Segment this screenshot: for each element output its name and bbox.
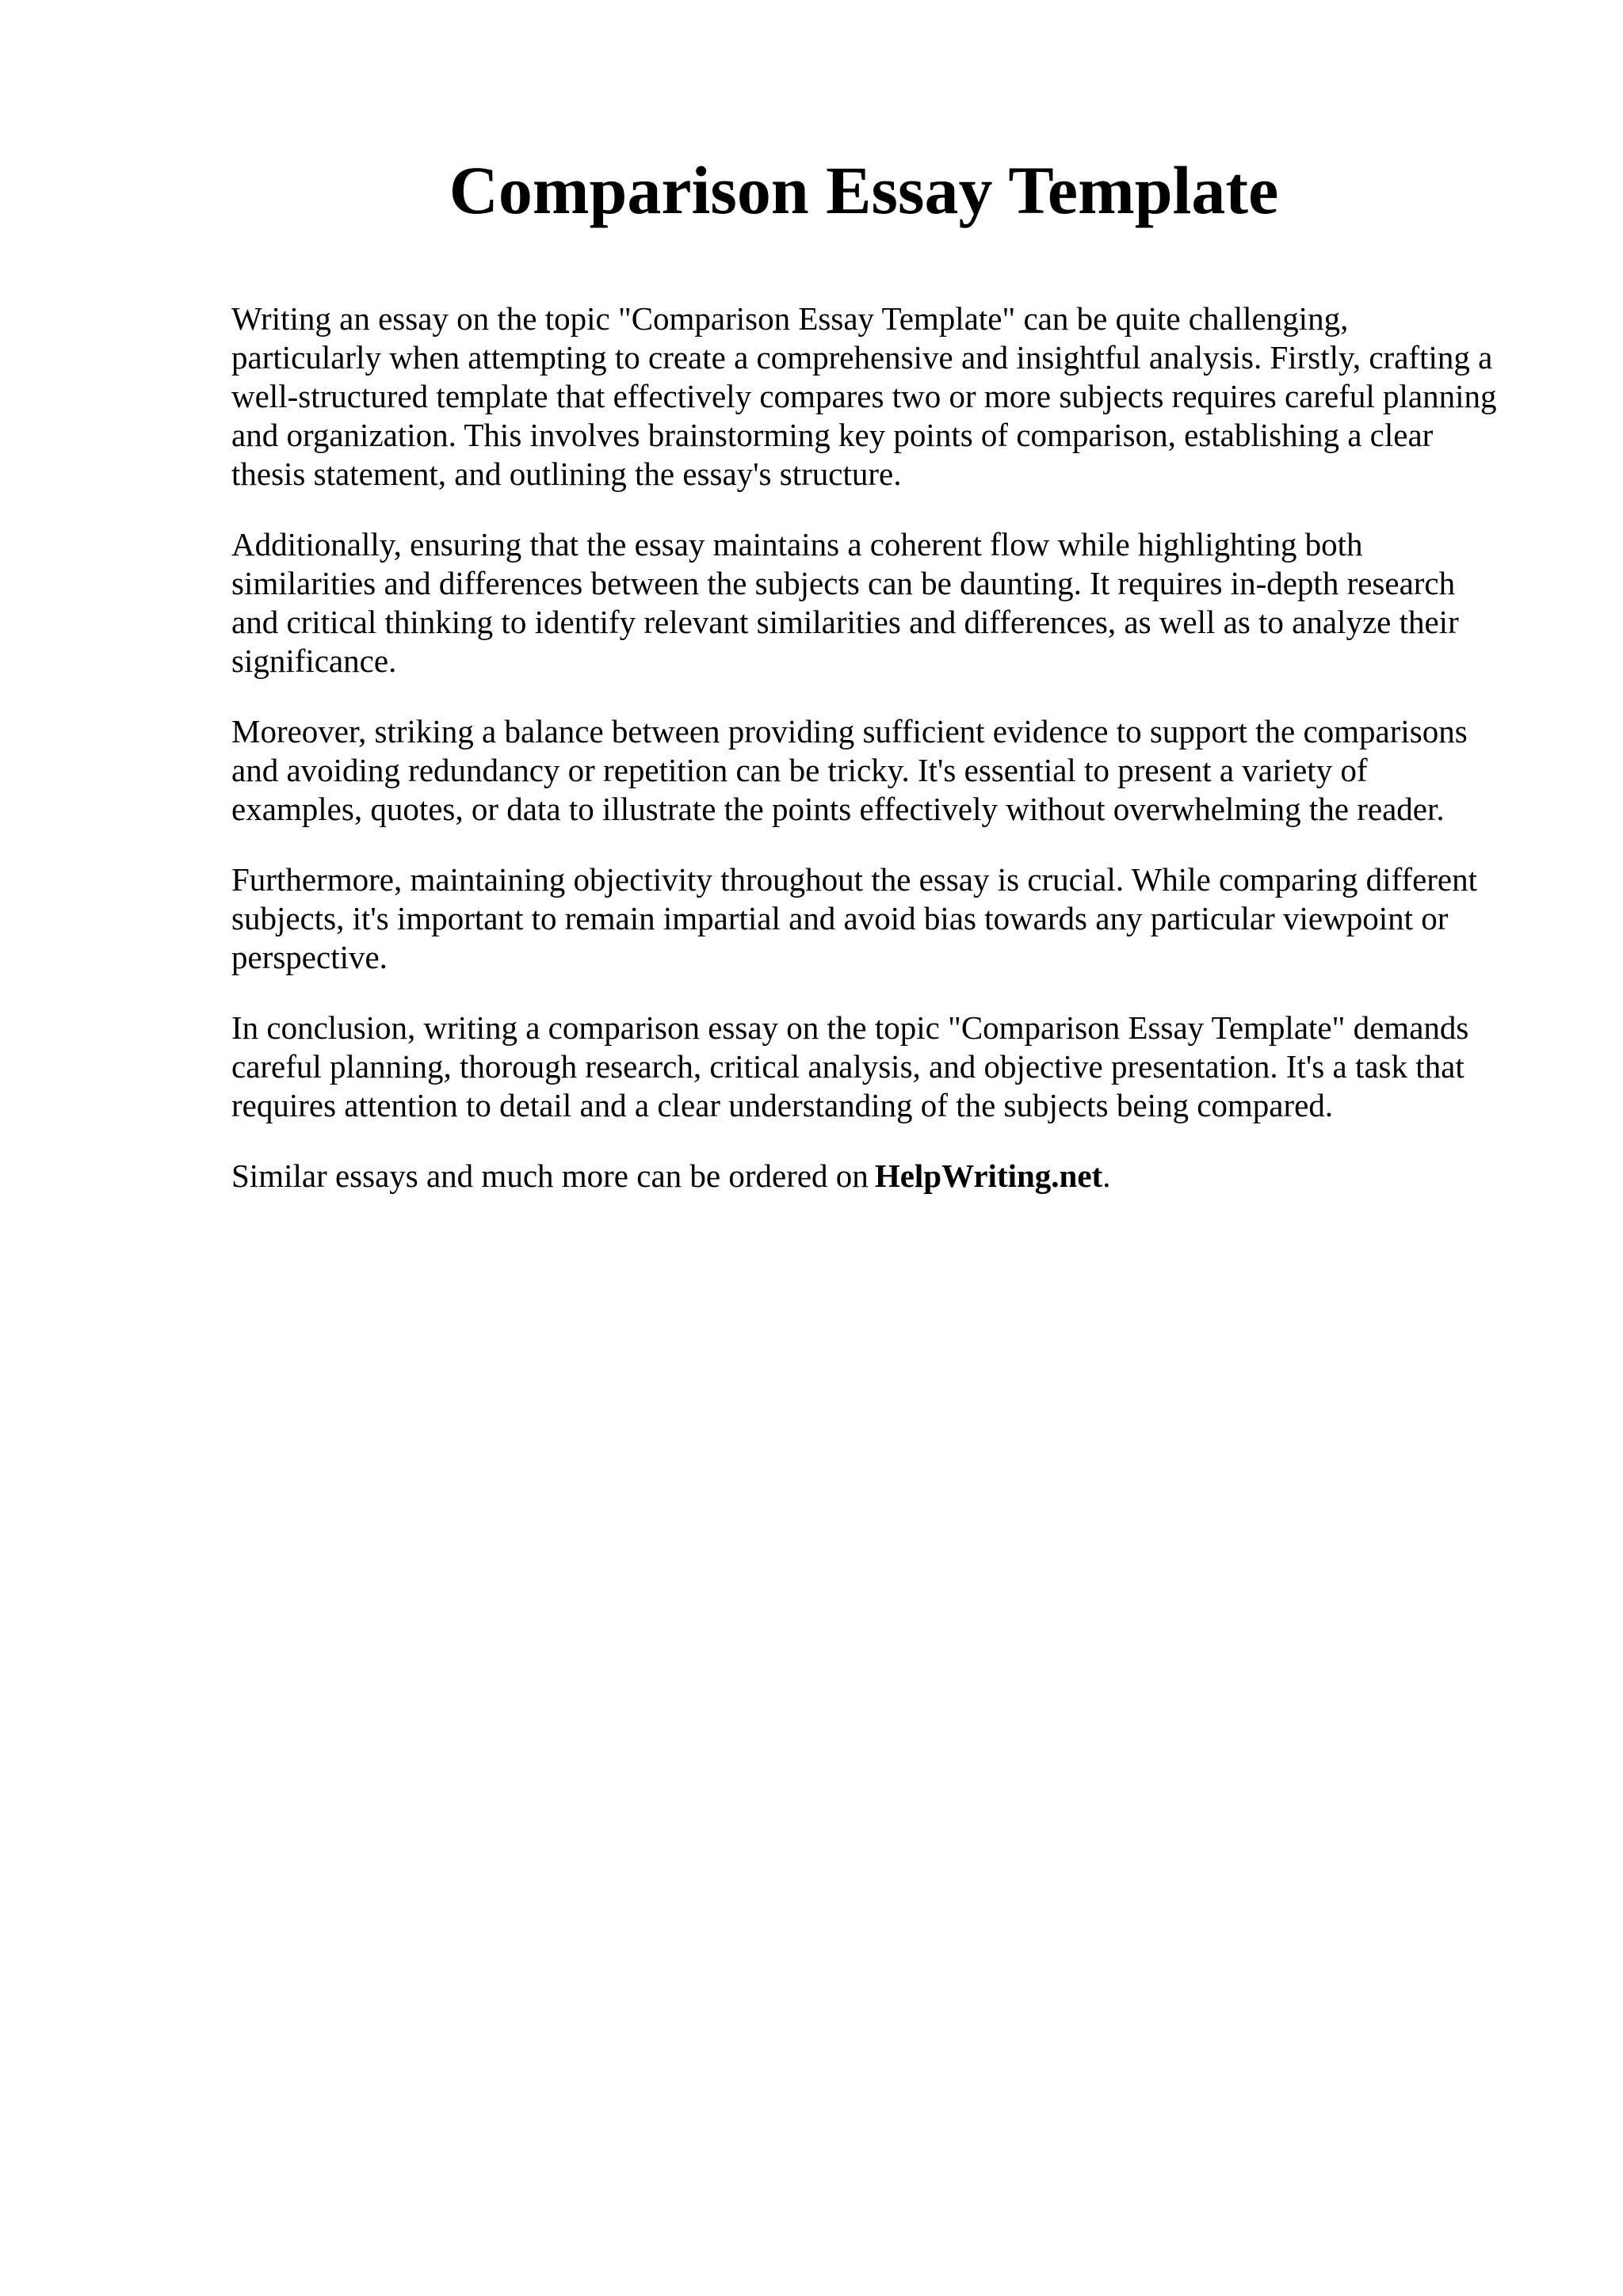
promo-prefix: Similar essays and much more can be ordered on xyxy=(231,1158,869,1194)
paragraph-2: Additionally, ensuring that the essay maintains a coherent flow while highlighting both similarities and differences between the subjects can be daunting. It requires in-depth research and critical thinking to identify relevant similarities and differences, as well as to analyze their significance. xyxy=(231,526,1459,679)
essay-body xyxy=(231,299,1515,1196)
paragraph-3: Moreover, striking a balance between providing sufficient evidence to support the comparisons and avoiding redundancy or repetition can be tricky. It's essential to present a variety of examples, quotes, or data to illustrate the points effectively without overwhelming the reader. xyxy=(231,713,1468,827)
brand-link[interactable]: HelpWriting.net xyxy=(874,1158,1103,1194)
promo-line xyxy=(231,1157,1515,1196)
paragraph-1: Writing an essay on the topic "Comparison Essay Template" can be quite challenging, particularly when attempting to create a comprehensive and insightful analysis. Firstly, crafting a well-structured template that effectively compares two or more subjects requires careful planning and organization. This involves brainstorming key points of comparison, establishing a clear thesis statement, and outlining the essay's structure. xyxy=(231,300,1497,492)
promo-suffix: . xyxy=(1102,1158,1111,1194)
paragraph-4: Furthermore, maintaining objectivity throughout the essay is crucial. While comparing different subjects, it's important to remain impartial and avoid bias towards any particular viewpoint or perspective. xyxy=(231,861,1478,975)
paragraph-5: In conclusion, writing a comparison essay on the topic "Comparison Essay Template" demands careful planning, thorough research, critical analysis, and objective presentation. It's a task that requires attention to detail and a clear understanding of the subjects being compared. xyxy=(231,1009,1469,1123)
page-title: Comparison Essay Template xyxy=(449,152,1279,228)
